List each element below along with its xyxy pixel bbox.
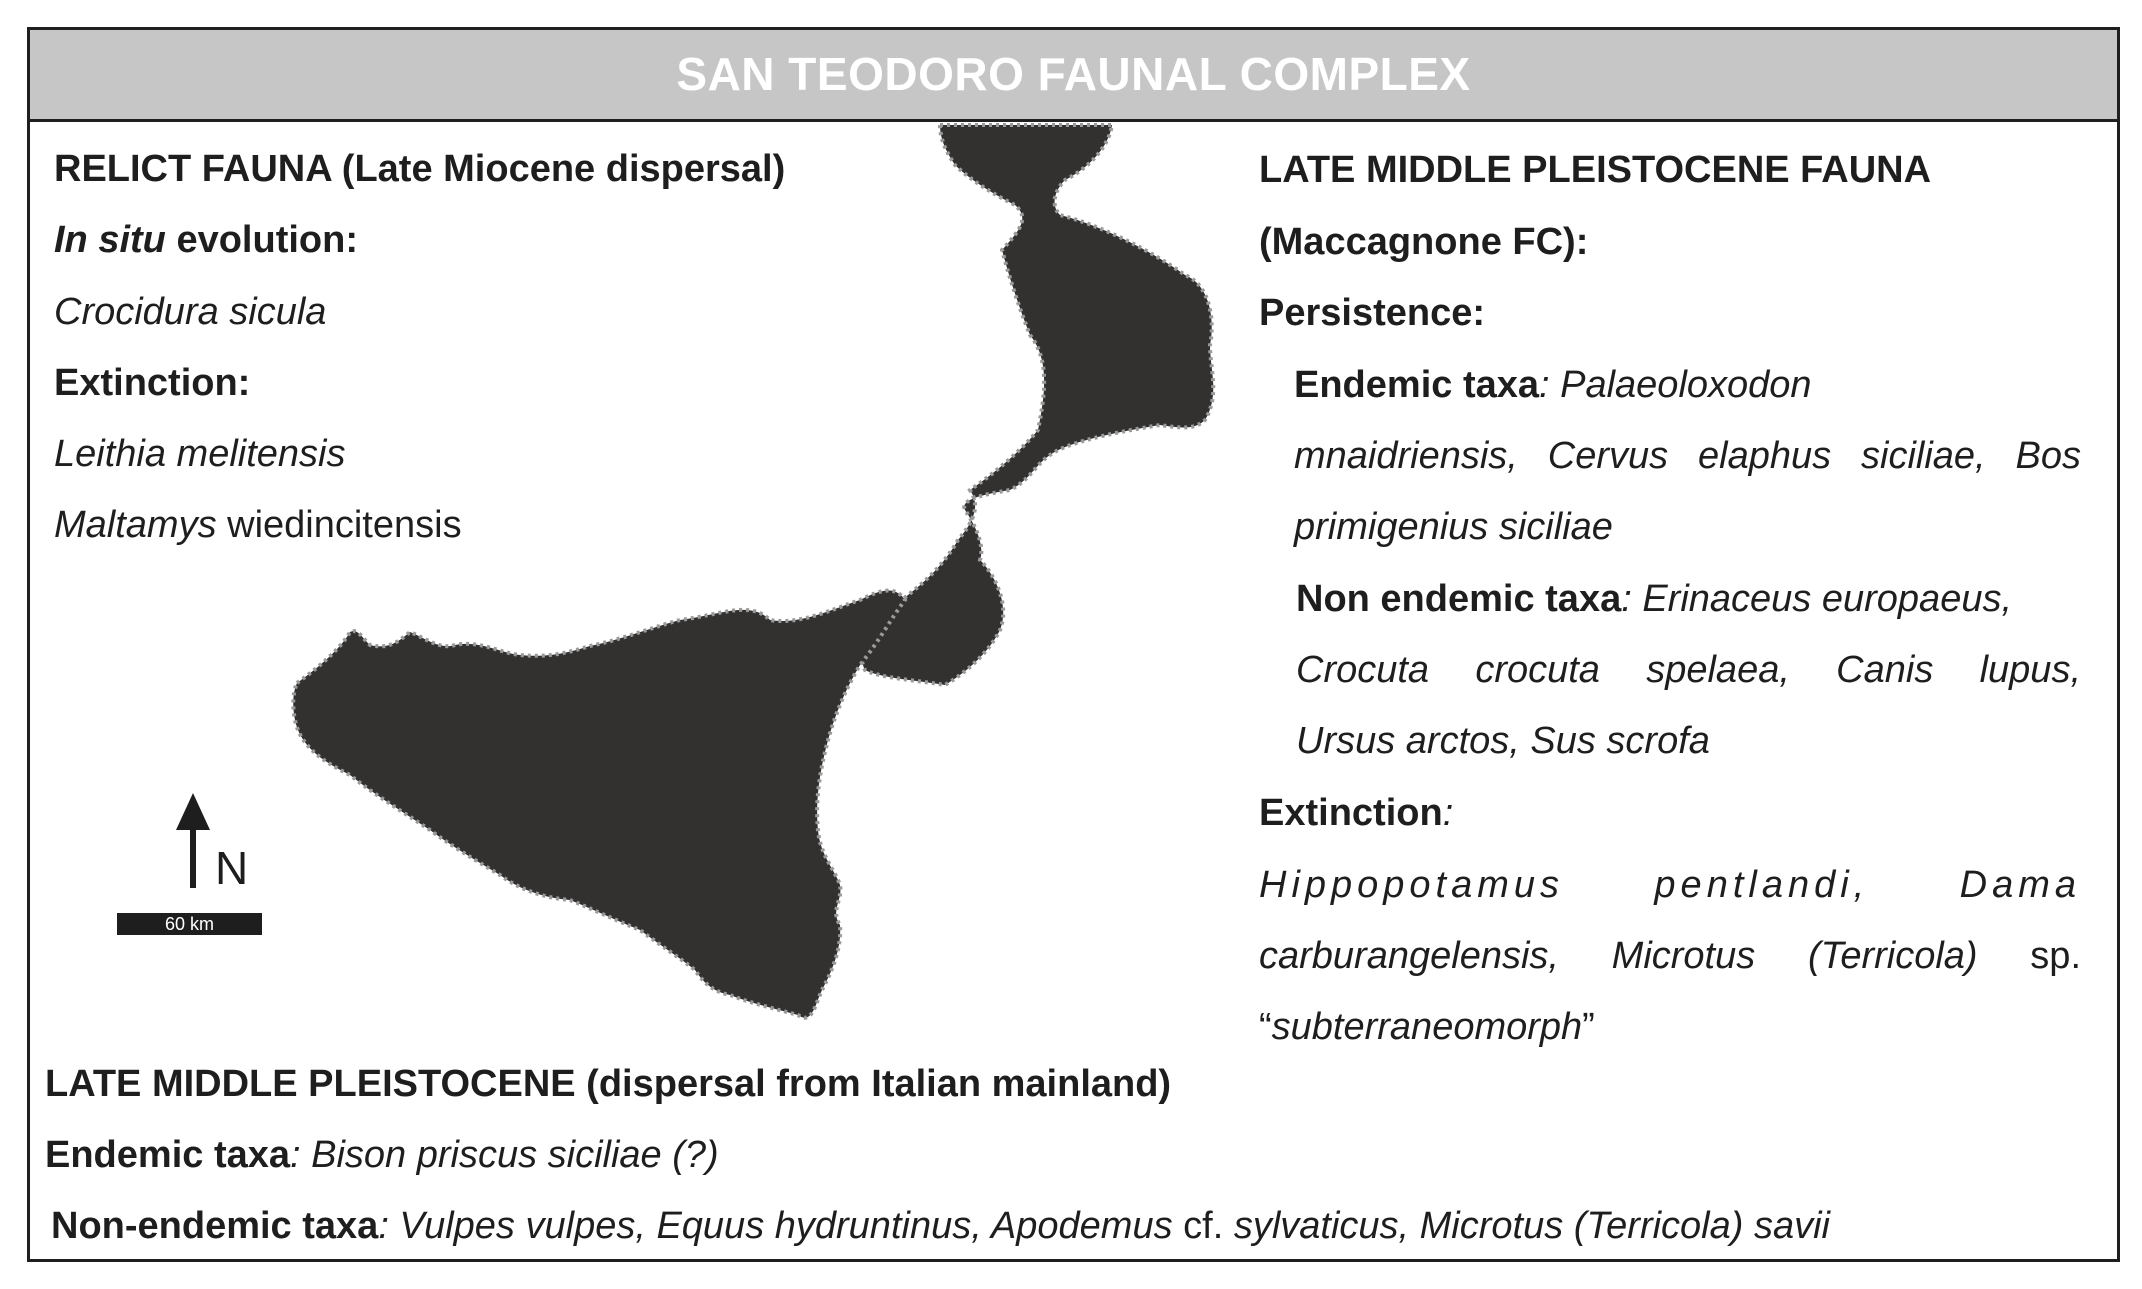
north-label: N: [215, 842, 249, 894]
dispersal-endemic-label: Endemic taxa: [45, 1134, 290, 1176]
endemic-text-1: : Palaeoloxodon: [1539, 364, 1812, 406]
non-endemic-line-2: Crocuta crocuta spelaea, Canis lupus,: [1296, 649, 2081, 691]
dispersal-endemic-species: : Bison priscus siciliae (?): [290, 1134, 719, 1176]
late-extinction-line: [1259, 777, 1453, 849]
relict-extinct-1: Leithia melitensis: [54, 433, 346, 475]
extinct-2-genus: Maltamys: [54, 504, 217, 546]
insitu-species: Crocidura sicula: [54, 291, 327, 333]
non-endemic-text-1: : Erinaceus europaeus,: [1621, 578, 2013, 620]
insitu-line: [54, 204, 358, 276]
relict-extinct-2: [54, 489, 462, 561]
late-middle-heading-2: (Maccagnone FC):: [1259, 221, 1589, 263]
dispersal-non-endemic-cf: cf.: [1172, 1205, 1234, 1247]
late-extinction-label: Extinction: [1259, 792, 1443, 834]
endemic-label: Endemic taxa: [1294, 364, 1539, 406]
relict-extinction-label: Extinction:: [54, 362, 251, 404]
dispersal-endemic-line: [45, 1119, 719, 1191]
scale-label: 60 km: [164, 914, 215, 934]
endemic-line-3: primigenius siciliae: [1294, 506, 1613, 548]
ext-line-2: [1259, 920, 2081, 992]
insitu-rest: evolution:: [165, 219, 358, 261]
figure-title: SAN TEODORO FAUNAL COMPLEX: [30, 30, 2117, 122]
sicily-landmass: [293, 591, 905, 1018]
ext-line-2-rest: sp.: [1977, 935, 2081, 977]
endemic-line-1: [1294, 349, 1812, 421]
ext-line-3: [1259, 991, 1595, 1063]
ext-line-1: Hippopotamus pentlandi, Dama: [1259, 864, 2081, 906]
endemic-line-2: mnaidriensis, Cervus elaphus siciliae, Bos: [1294, 435, 2081, 477]
late-middle-heading-1: LATE MIDDLE PLEISTOCENE FAUNA: [1259, 149, 1932, 191]
relict-heading: RELICT FAUNA (Late Miocene dispersal): [54, 148, 786, 190]
ext-line-2-italic: carburangelensis, Microtus (Terricola): [1259, 935, 1978, 977]
calabria-landmass: [862, 125, 1214, 685]
dispersal-heading: LATE MIDDLE PLEISTOCENE (dispersal from Italian mainland): [45, 1063, 1172, 1105]
non-endemic-label: Non endemic taxa: [1296, 578, 1622, 620]
dispersal-non-endemic-1: : Vulpes vulpes, Equus hydruntinus, Apodemus: [378, 1205, 1173, 1247]
non-endemic-line-3: Ursus arctos, Sus scrofa: [1296, 720, 1710, 762]
persistence-label: Persistence:: [1259, 292, 1486, 334]
dispersal-non-endemic-label: Non-endemic taxa: [51, 1205, 379, 1247]
north-arrow-icon: [176, 793, 210, 888]
ext-line-3-close: ”: [1582, 1006, 1595, 1048]
insitu-italic: In situ: [54, 219, 166, 261]
dispersal-non-endemic-line: [51, 1190, 1830, 1262]
ext-line-3-open: “: [1259, 1006, 1272, 1048]
extinct-2-species: wiedincitensis: [216, 504, 462, 546]
late-extinction-colon: :: [1442, 792, 1454, 834]
non-endemic-line-1: [1296, 563, 2012, 635]
dispersal-non-endemic-2: sylvaticus, Microtus (Terricola) savii: [1233, 1205, 1830, 1247]
ext-line-3-italic: subterraneomorph: [1271, 1006, 1583, 1048]
